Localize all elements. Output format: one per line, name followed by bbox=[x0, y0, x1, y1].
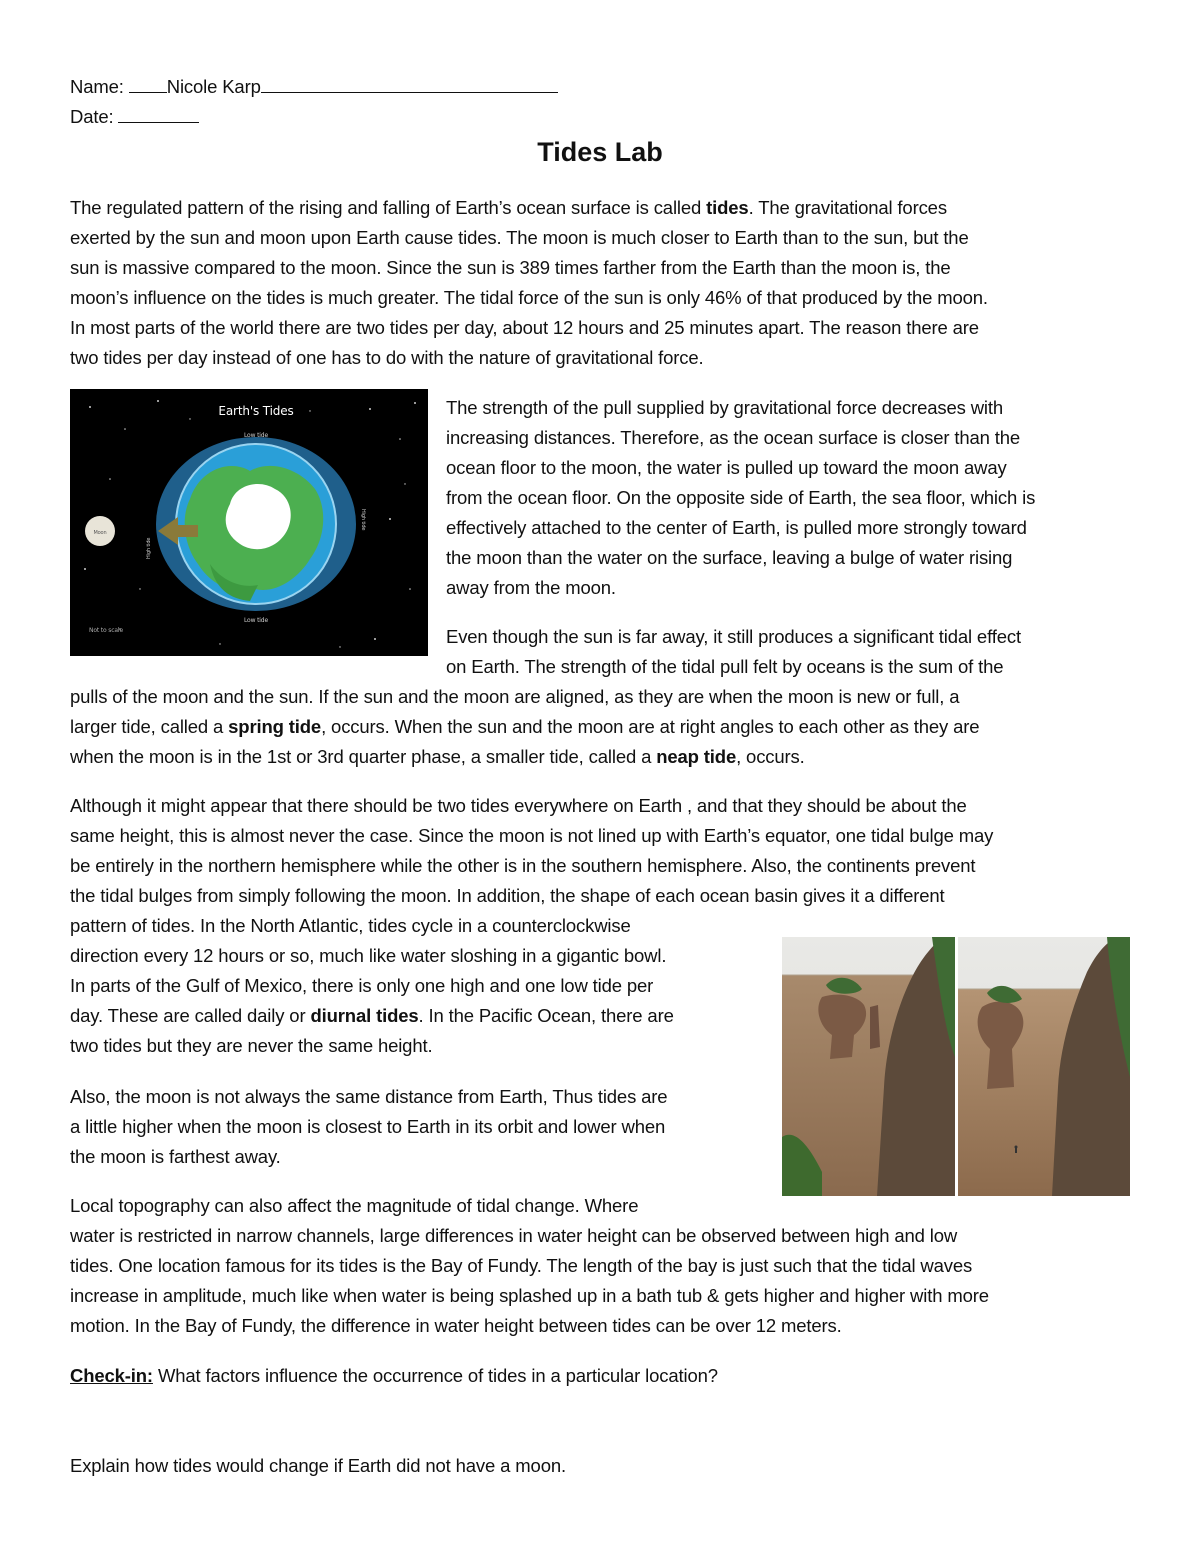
intro-paragraph bbox=[70, 193, 988, 373]
text-line: be entirely in the northern hemisphere while the other is in the southern hemisphere. Also, the continents prevent bbox=[70, 855, 976, 876]
date-label: Date: bbox=[70, 106, 114, 127]
text-line: two tides per day instead of one has to do with the nature of gravitational force. bbox=[70, 347, 704, 368]
checkin-label: Check-in: bbox=[70, 1365, 153, 1386]
earth-tides-diagram bbox=[70, 389, 428, 656]
text-line: Even though the sun is far away, it still produces a significant tidal effect bbox=[446, 626, 1021, 647]
bay-of-fundy-photos bbox=[782, 937, 1130, 1196]
high-tide-photo bbox=[782, 937, 955, 1196]
text-line: effectively attached to the center of Earth, is pulled more strongly toward bbox=[446, 517, 1027, 538]
name-underline-post bbox=[261, 72, 558, 93]
text-line: sun is massive compared to the moon. Since the sun is 389 times farther from the Earth than the moon is, the bbox=[70, 257, 951, 278]
label-right: High tide bbox=[360, 509, 366, 531]
earth-tides-figure bbox=[70, 389, 428, 656]
term-spring-tide: spring tide bbox=[228, 716, 322, 737]
text-line: Also, the moon is not always the same distance from Earth, Thus tides are bbox=[70, 1086, 668, 1107]
figure-caption: Not to scale bbox=[88, 627, 124, 634]
text-line: same height, this is almost never the case. Since the moon is not lined up with Earth’s equator, one tidal bulge may bbox=[70, 825, 994, 846]
distance-paragraph bbox=[70, 1082, 667, 1172]
text-line: two tides but they are never the same height. bbox=[70, 1035, 433, 1056]
pull-strength-paragraph bbox=[446, 393, 1035, 603]
text-line: increase in amplitude, much like when water is being splashed up in a bath tub & gets higher and higher with more bbox=[70, 1285, 989, 1306]
text-line: direction every 12 hours or so, much like water sloshing in a gigantic bowl. bbox=[70, 945, 667, 966]
text-line: increasing distances. Therefore, as the ocean surface is closer than the bbox=[446, 427, 1020, 448]
text-line: day. These are called daily or diurnal tides. In the Pacific Ocean, there are bbox=[70, 1005, 674, 1026]
moon-question-text: Explain how tides would change if Earth did not have a moon. bbox=[70, 1455, 566, 1476]
sun-effect-paragraph-start bbox=[446, 622, 1021, 682]
date-line bbox=[70, 102, 610, 132]
low-tide-photo bbox=[958, 937, 1130, 1196]
text-line: Local topography can also affect the magnitude of tidal change. Where bbox=[70, 1195, 639, 1216]
text-line: on Earth. The strength of the tidal pull felt by oceans is the sum of the bbox=[446, 656, 1004, 677]
term-diurnal-tides: diurnal tides bbox=[310, 1005, 419, 1026]
text-line: water is restricted in narrow channels, large differences in water height can be observed between high and low bbox=[70, 1225, 958, 1246]
topography-paragraph bbox=[70, 1191, 989, 1341]
name-underline-pre bbox=[129, 72, 167, 93]
text-line: a little higher when the moon is closest to Earth in its orbit and lower when bbox=[70, 1116, 666, 1137]
text-line: the moon than the water on the surface, leaving a bulge of water rising bbox=[446, 547, 1013, 568]
name-label: Name: bbox=[70, 76, 124, 97]
text-line: ocean floor to the moon, the water is pulled up toward the moon away bbox=[446, 457, 1007, 478]
moon-answer-area[interactable] bbox=[70, 1485, 1130, 1535]
text-line: In most parts of the world there are two tides per day, about 12 hours and 25 minutes apart. The reason there are bbox=[70, 317, 979, 338]
text-line: tides. One location famous for its tides is the Bay of Fundy. The length of the bay is just such that the tidal waves bbox=[70, 1255, 973, 1276]
label-bottom: Low tide bbox=[243, 617, 269, 624]
text-line: In parts of the Gulf of Mexico, there is only one high and one low tide per bbox=[70, 975, 654, 996]
text-line: the tidal bulges from simply following the moon. In addition, the shape of each ocean basin gives it a different bbox=[70, 885, 945, 906]
text-line: from the ocean floor. On the opposite side of Earth, the sea floor, which is bbox=[446, 487, 1036, 508]
text-line: The regulated pattern of the rising and falling of Earth’s ocean surface is called tides. The gravitational forces bbox=[70, 197, 947, 218]
figure-title: Earth's Tides bbox=[218, 404, 294, 418]
checkin-answer-area[interactable] bbox=[70, 1395, 1130, 1443]
text-line: larger tide, called a spring tide, occurs. When the sun and the moon are at right angles to each other as they are bbox=[70, 716, 980, 737]
text-line: away from the moon. bbox=[446, 577, 616, 598]
date-field[interactable] bbox=[118, 102, 199, 123]
moon-question bbox=[70, 1451, 566, 1481]
text-line: when the moon is in the 1st or 3rd quarter phase, a smaller tide, called a neap tide, occurs. bbox=[70, 746, 805, 767]
label-top: Low tide bbox=[243, 432, 269, 439]
checkin-question bbox=[70, 1361, 718, 1391]
text-line: pattern of tides. In the North Atlantic, tides cycle in a counterclockwise bbox=[70, 915, 631, 936]
name-value[interactable]: Nicole Karp bbox=[166, 76, 261, 97]
term-neap-tide: neap tide bbox=[656, 746, 737, 767]
text-line: the moon is farthest away. bbox=[70, 1146, 281, 1167]
text-line: Although it might appear that there should be two tides everywhere on Earth , and that they should be about the bbox=[70, 795, 967, 816]
text-line: pulls of the moon and the sun. If the sun and the moon are aligned, as they are when the moon is new or full, a bbox=[70, 686, 960, 707]
text-line: The strength of the pull supplied by gravitational force decreases with bbox=[446, 397, 1004, 418]
term-tides: tides bbox=[706, 197, 749, 218]
hopewell-rocks-photo bbox=[782, 937, 1130, 1196]
page-title: Tides Lab bbox=[537, 137, 663, 167]
checkin-question-text: What factors influence the occurrence of tides in a particular location? bbox=[152, 1365, 718, 1386]
text-line: motion. In the Bay of Fundy, the difference in water height between tides can be over 12 meters. bbox=[70, 1315, 842, 1336]
name-line bbox=[70, 72, 610, 102]
text-line: moon’s influence on the tides is much greater. The tidal force of the sun is only 46% of that produced by the moon. bbox=[70, 287, 988, 308]
moon-label: Moon bbox=[93, 530, 107, 536]
text-line: exerted by the sun and moon upon Earth cause tides. The moon is much closer to Earth than to the sun, but the bbox=[70, 227, 969, 248]
label-left: High tide bbox=[146, 537, 152, 559]
sun-effect-paragraph-end bbox=[70, 682, 979, 772]
